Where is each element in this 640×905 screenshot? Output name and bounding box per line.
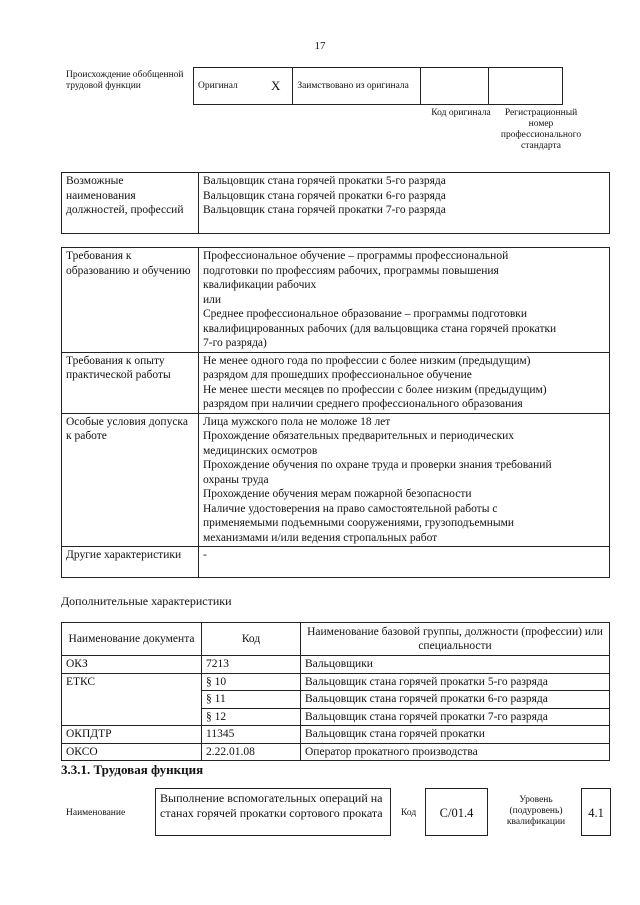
admission-label: Особые условия допуска к работе (62, 413, 199, 547)
experience-line: разрядом для прошедших профессиональное обучение (203, 369, 472, 381)
positions-label: Возможные наименования должностей, профессий (62, 173, 199, 234)
education-line: Среднее профессиональное образование – программы подготовки (203, 308, 528, 320)
education-line: квалификации рабочих (203, 279, 317, 291)
admission-line: Лица мужского пола не моложе 18 лет (203, 415, 391, 428)
name-cell: Вальцовщик стана горячей прокатки 7-го разряда (301, 708, 610, 726)
experience-line: Не менее одного года по профессии с более низким (предыдущим) (203, 354, 531, 367)
position-item: Вальцовщик стана горячей прокатки 5-го разряда (203, 175, 446, 187)
name-cell: Вальцовщик стана горячей прокатки (301, 726, 610, 744)
function-code-value: C/01.4 (425, 788, 488, 836)
experience-line: Не менее шести месяцев по профессии с более низким (предыдущим) (203, 383, 547, 396)
header-document: Наименование документа (62, 623, 202, 656)
doc-cell: ОКЗ (62, 656, 202, 674)
table-row (62, 656, 610, 674)
experience-value (199, 352, 610, 413)
education-line: подготовки по профессиям рабочих, программы повышения (203, 264, 499, 277)
positions-list (199, 173, 610, 234)
name-cell: Вальцовщик стана горячей прокатки 6-го разряда (301, 691, 610, 709)
table-row (62, 673, 610, 691)
admission-line: Прохождение обучения по охране труда и проверки знания требований (203, 459, 552, 471)
experience-line: разрядом при наличии среднего профессионального образования (203, 398, 523, 410)
position-item: Вальцовщик стана горячей прокатки 7-го разряда (203, 204, 446, 216)
origin-code-cell (421, 68, 489, 105)
doc-cell: ОКПДТР (62, 726, 202, 744)
name-cell: Оператор прокатного производства (301, 743, 610, 761)
origin-reg-cell (489, 68, 563, 105)
other-label: Другие характеристики (62, 547, 199, 578)
admission-line: охраны труда (203, 473, 269, 486)
admission-line: медицинских осмотров (203, 444, 318, 457)
additional-table (61, 622, 610, 761)
function-name-label: Наименование (66, 808, 126, 818)
origin-code-caption: Код оригинала (431, 108, 491, 118)
code-cell: § 10 (202, 673, 301, 691)
requirements-table (61, 247, 610, 578)
function-heading: 3.3.1. Трудовая функция (61, 762, 204, 777)
origin-borrowed: Заимствовано из оригинала (293, 68, 421, 105)
education-line: квалифицированных рабочих (для вальцовщика стана горячей прокатки (203, 322, 557, 335)
function-level-value: 4.1 (581, 788, 611, 836)
education-line: 7-го разряда) (203, 337, 267, 349)
admission-line: Прохождение обязательных предварительных и периодических (203, 430, 515, 442)
education-label: Требования к образованию и обучению (62, 248, 199, 353)
header-group-name: Наименование базовой группы, должности (профессии) или специальности (301, 623, 610, 656)
name-cell: Вальцовщик стана горячей прокатки 5-го разряда (301, 673, 610, 691)
table-row (62, 726, 610, 744)
origin-table (193, 67, 563, 105)
positions-table (61, 172, 610, 234)
name-cell: Вальцовщики (301, 656, 610, 674)
admission-line: Наличие удостоверения на право самостоятельной работы с (203, 502, 498, 515)
other-value: - (199, 547, 610, 578)
position-item: Вальцовщик стана горячей прокатки 6-го разряда (203, 189, 446, 202)
origin-mark: X (259, 68, 293, 105)
code-cell: 11345 (202, 726, 301, 744)
additional-heading: Дополнительные характеристики (61, 594, 232, 608)
code-cell: 2.22.01.08 (202, 743, 301, 761)
admission-line: применяемыми подъемными сооружениями, грузоподъемными (203, 517, 515, 529)
education-line: Профессиональное обучение – программы профессиональной (203, 250, 509, 262)
education-line: или (203, 293, 222, 306)
header-code: Код (202, 623, 301, 656)
admission-line: Прохождение обучения мерам пожарной безопасности (203, 488, 472, 500)
function-code-label: Код (401, 808, 417, 818)
table-row (62, 743, 610, 761)
code-cell: § 11 (202, 691, 301, 709)
doc-cell: ОКСО (62, 743, 202, 761)
education-value (199, 248, 610, 353)
admission-value (199, 413, 610, 547)
origin-label: Происхождение обобщенной трудовой функции (66, 70, 184, 91)
admission-line: механизмами и/или ведения стропальных работ (203, 531, 438, 544)
function-name-value: Выполнение вспомогательных операций на станах горячей прокатки сортового проката (155, 788, 391, 836)
function-level-label: Уровень (подуровень) квалификации (506, 795, 566, 827)
origin-original: Оригинал (194, 68, 260, 105)
doc-cell: ЕТКС (62, 673, 202, 726)
origin-reg-caption: Регистрационный номер профессионального стандарта (500, 108, 582, 151)
code-cell: § 12 (202, 708, 301, 726)
page-number: 17 (314, 40, 326, 52)
code-cell: 7213 (202, 656, 301, 674)
experience-label: Требования к опыту практической работы (62, 352, 199, 413)
